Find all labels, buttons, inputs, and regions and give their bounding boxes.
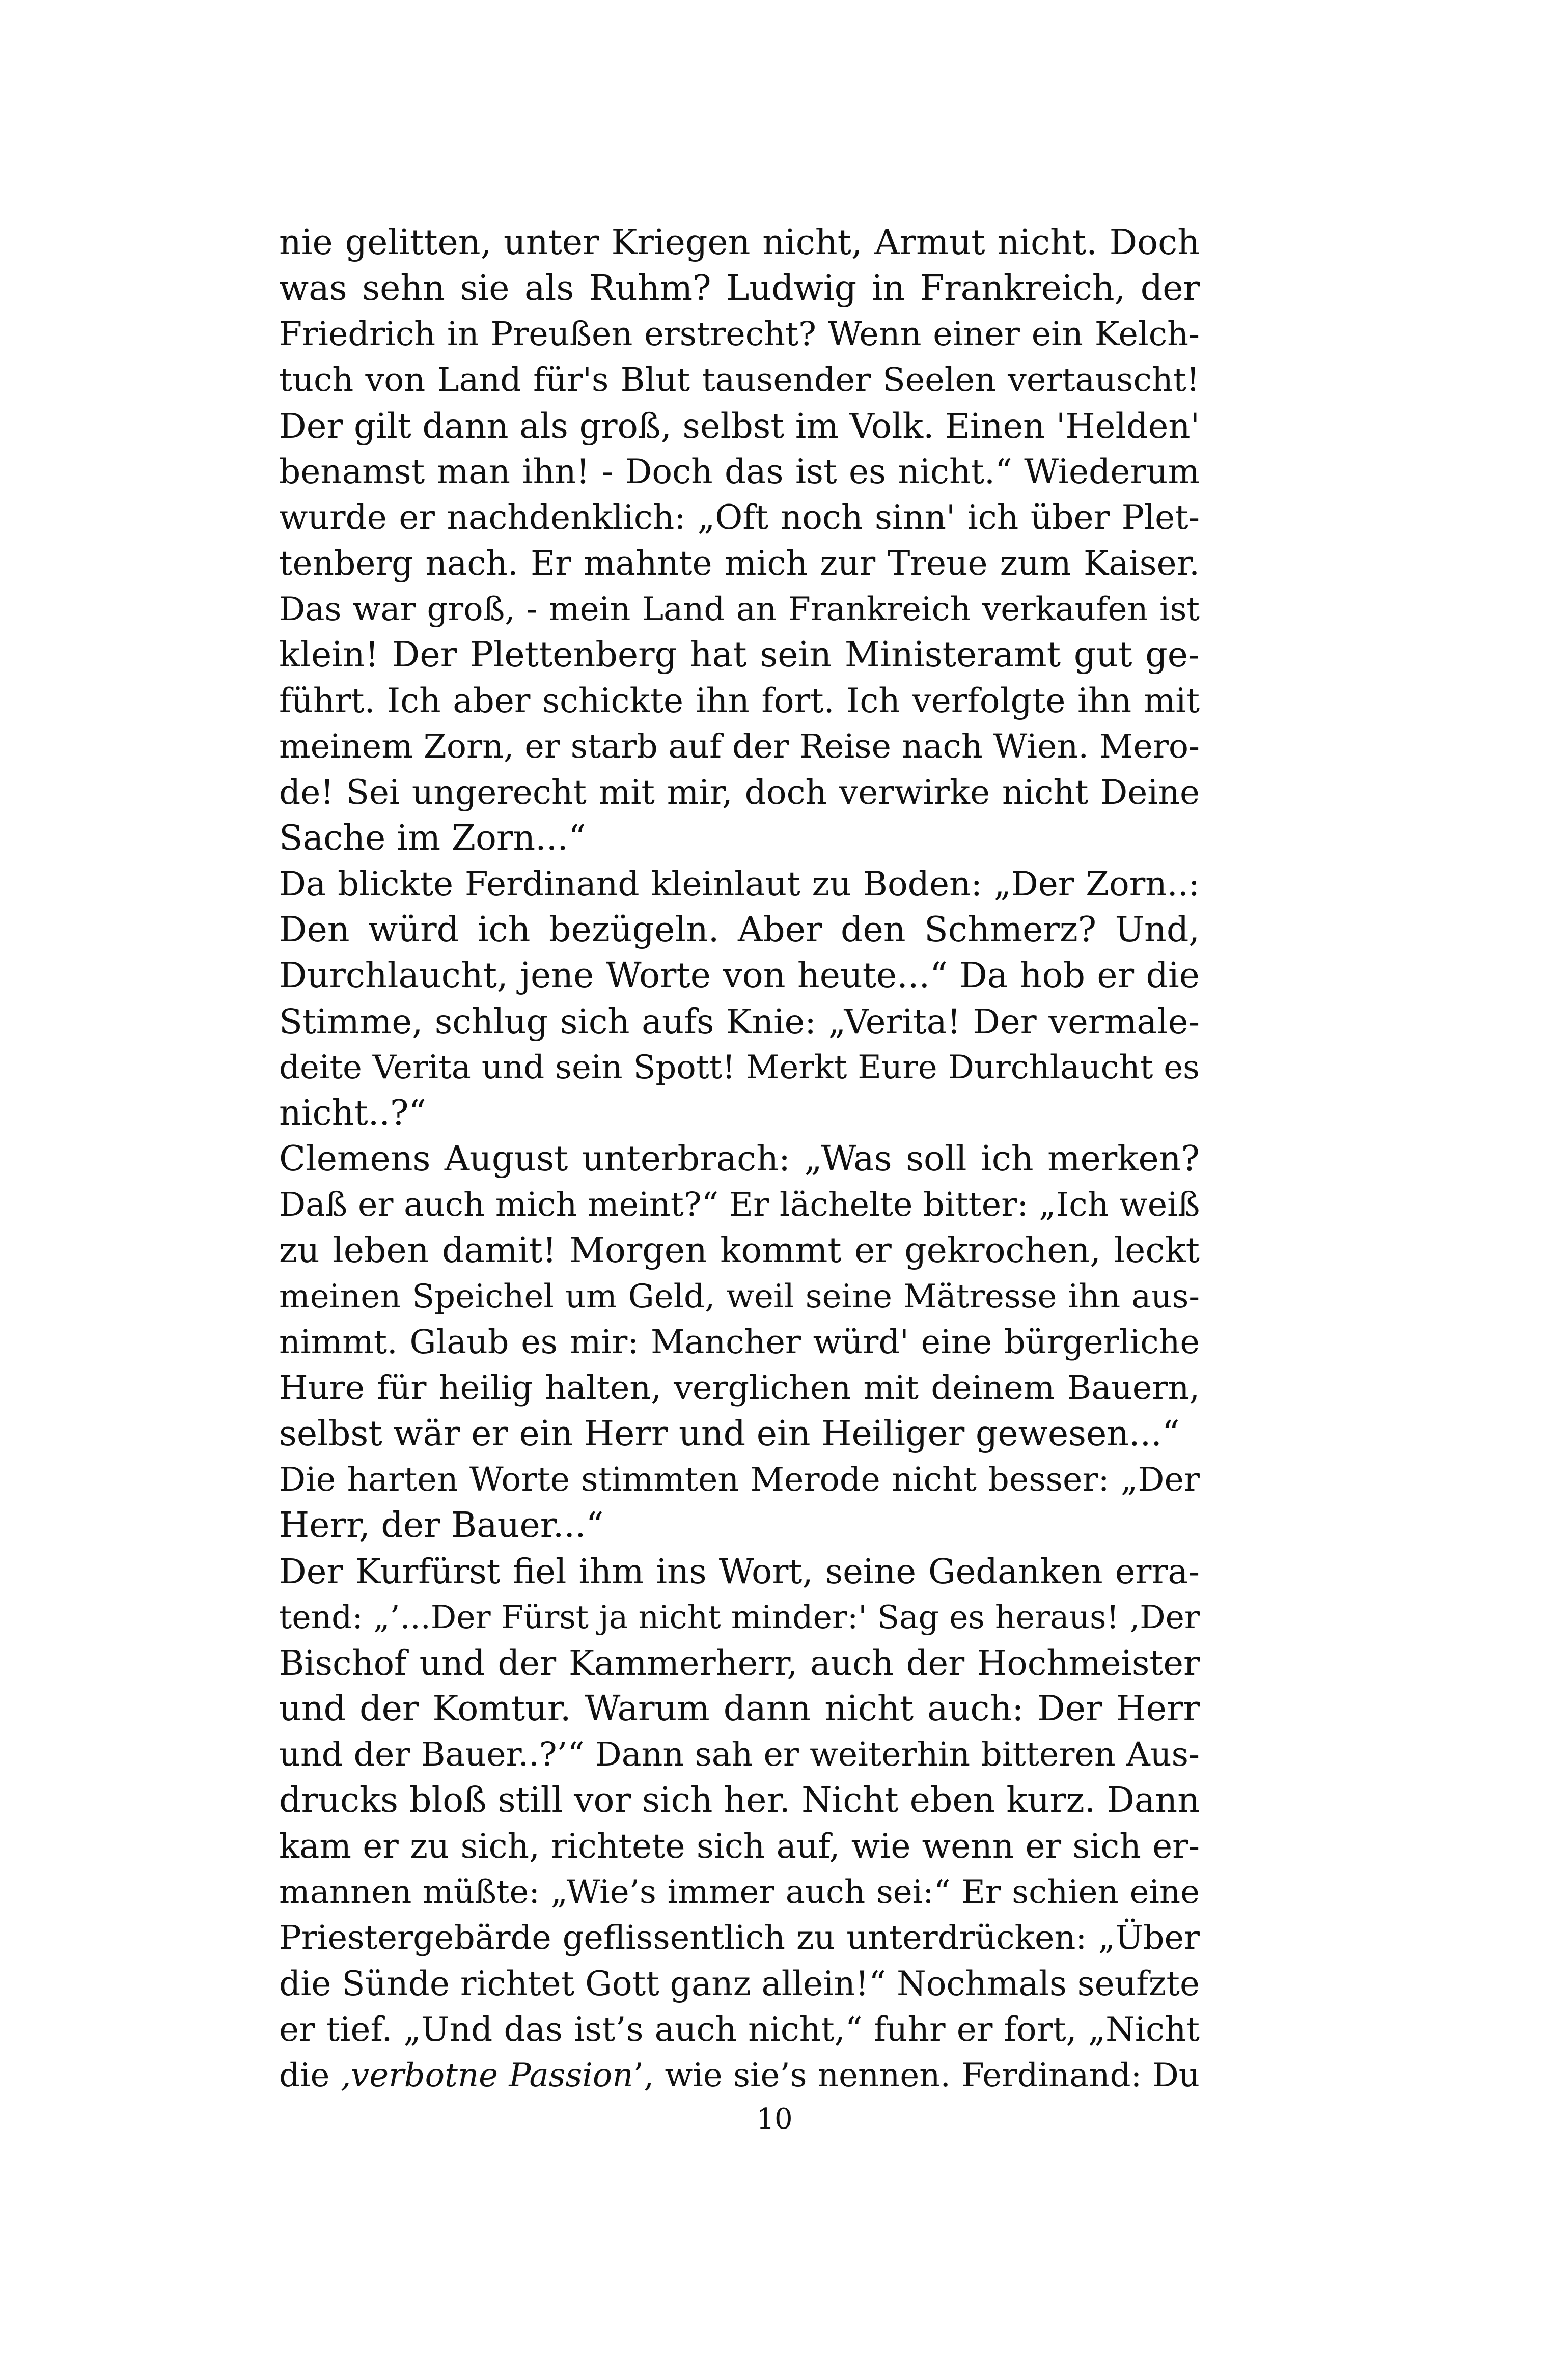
text-line: Der Kurfürst fiel ihm ins Wort, seine Gedanken erra-	[279, 1552, 1200, 1591]
text-line: mannen müßte: „Wie’s immer auch sei:“ Er schien eine	[279, 1873, 1200, 1911]
text-line: Durchlaucht, jene Worte von heute...“ Da hob er die	[279, 956, 1200, 996]
text-line: selbst wär er ein Herr und ein Heiliger gewesen...“	[279, 1414, 1180, 1454]
text-line: Der gilt dann als groß, selbst im Volk. Einen 'Helden'	[279, 406, 1200, 446]
text-line: Herr, der Bauer...“	[279, 1505, 604, 1546]
text-line: Bischof und der Kammerherr, auch der Hochmeister	[279, 1643, 1200, 1683]
text-line: benamst man ihn! - Doch das ist es nicht.“ Wiederum	[279, 452, 1200, 491]
text-line: Friedrich in Preußen erstrecht? Wenn einer ein Kelch-	[279, 315, 1200, 353]
text-line: Sache im Zorn...“	[279, 818, 586, 858]
text-line: Clemens August unterbrach: „Was soll ich merken?	[279, 1139, 1200, 1179]
text-line: Hure für heilig halten, verglichen mit deinem Bauern,	[279, 1369, 1200, 1407]
text-line: nimmt. Glaub es mir: Mancher würd' eine bürgerliche	[279, 1323, 1200, 1361]
text-line: Daß er auch mich meint?“ Er lächelte bitter: „Ich weiß	[279, 1186, 1200, 1224]
text-line: tend: „’...Der Fürst ja nicht minder:' Sag es heraus! ‚Der	[279, 1599, 1200, 1636]
text-line: und der Komtur. Warum dann nicht auch: Der Herr	[279, 1689, 1200, 1729]
text-line: Das war groß, - mein Land an Frankreich verkaufen ist	[279, 591, 1200, 628]
text-line: de! Sei ungerecht mit mir, doch verwirke nicht Deine	[279, 773, 1200, 812]
text-line: nicht..?“	[279, 1093, 427, 1133]
text-line: tenberg nach. Er mahnte mich zur Treue zum Kaiser.	[279, 544, 1200, 583]
italic-text-segment: ‚verbotne Passion	[340, 2057, 633, 2094]
text-segment: ’, wie sie’s nennen. Ferdinand: Du	[633, 2057, 1200, 2094]
text-line	[279, 2053, 1200, 2098]
text-line: er tief. „Und das ist’s auch nicht,“ fuhr er fort, „Nicht	[279, 2010, 1200, 2049]
text-line: zu leben damit! Morgen kommt er gekrochen, leckt	[279, 1230, 1200, 1271]
text-line: nie gelitten, unter Kriegen nicht, Armut nicht. Doch	[279, 222, 1200, 263]
text-line: Den würd ich bezügeln. Aber den Schmerz? Und,	[279, 910, 1200, 950]
text-line: Da blickte Ferdinand kleinlaut zu Boden: „Der Zorn..:	[279, 864, 1200, 904]
text-line: die Sünde richtet Gott ganz allein!“ Nochmals seufzte	[279, 1964, 1200, 2003]
text-line: kam er zu sich, richtete sich auf, wie wenn er sich er-	[279, 1827, 1200, 1866]
text-line: Die harten Worte stimmten Merode nicht besser: „Der	[279, 1461, 1200, 1499]
text-line: meinem Zorn, er starb auf der Reise nach Wien. Mero-	[279, 727, 1200, 766]
text-line: drucks bloß still vor sich her. Nicht eben kurz. Dann	[279, 1780, 1200, 1821]
text-line: und der Bauer..?’“ Dann sah er weiterhin bitteren Aus-	[279, 1735, 1200, 1774]
text-line: klein! Der Plettenberg hat sein Ministeramt gut ge-	[279, 635, 1200, 675]
body-text	[279, 220, 1200, 2098]
text-line: wurde er nachdenklich: „Oft noch sinn' ich über Plet-	[279, 498, 1200, 537]
text-line: führt. Ich aber schickte ihn fort. Ich verfolgte ihn mit	[279, 681, 1200, 720]
text-line: meinen Speichel um Geld, weil seine Mätresse ihn aus-	[279, 1278, 1200, 1315]
text-line: Priestergebärde geflissentlich zu unterdrücken: „Über	[279, 1919, 1200, 1957]
text-line: Stimme, schlug sich aufs Knie: „Verita! Der vermale-	[279, 1002, 1200, 1042]
text-line: deite Verita und sein Spott! Merkt Eure Durchlaucht es	[279, 1049, 1200, 1086]
page-number: 10	[756, 2103, 793, 2136]
text-segment: die	[279, 2057, 341, 2094]
text-line: was sehn sie als Ruhm? Ludwig in Frankreich, der	[279, 268, 1200, 309]
text-line: tuch von Land für's Blut tausender Seelen vertauscht!	[279, 361, 1200, 399]
